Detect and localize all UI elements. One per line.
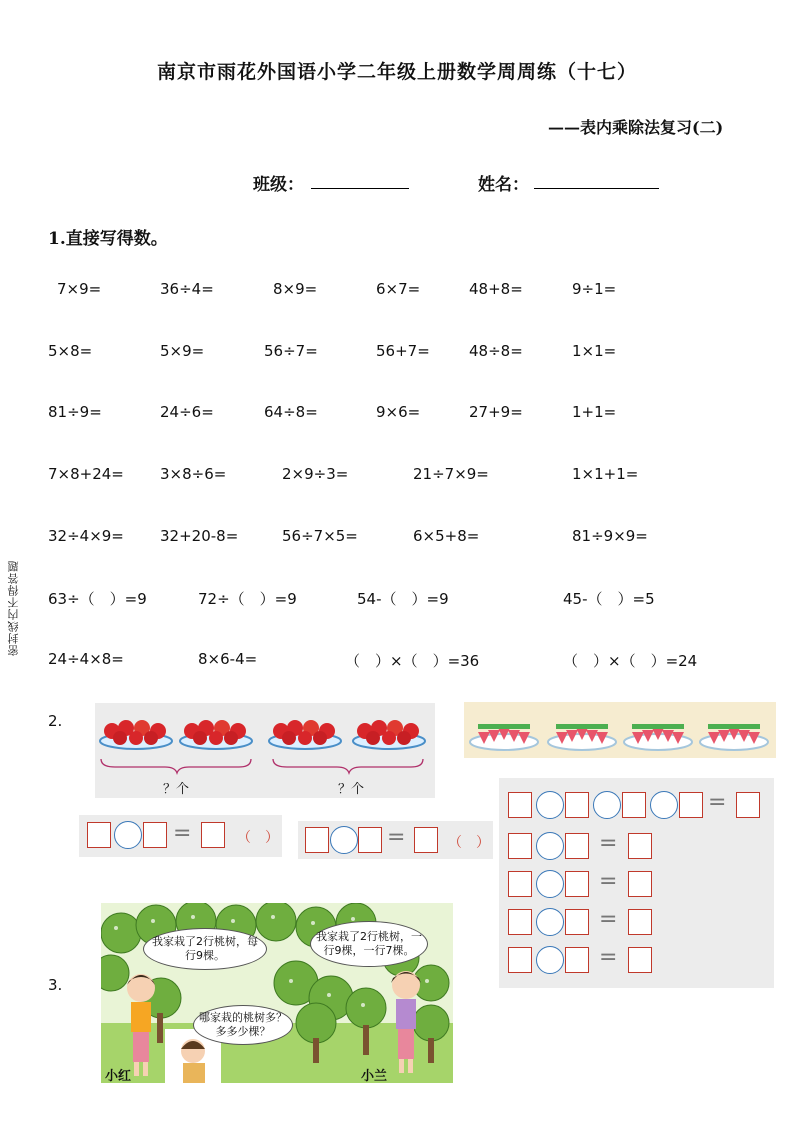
answer-box[interactable] (736, 792, 760, 818)
class-label: 班级： (253, 175, 304, 195)
equation: 2×9÷3= (282, 465, 349, 483)
equals-sign: = (387, 825, 406, 850)
equation: 45-（ ）=5 (563, 590, 655, 608)
strawberry-plates-picture (464, 702, 776, 758)
equation: 81÷9= (48, 403, 102, 421)
answer-box[interactable] (628, 833, 652, 859)
answer-box[interactable] (628, 871, 652, 897)
name-field[interactable] (534, 168, 659, 189)
apple-plate (269, 720, 341, 749)
answer-box[interactable] (565, 833, 589, 859)
seal-line-note: 密封线内不得答题 (7, 560, 20, 656)
page-subtitle: ——表内乘除法复习(二) (548, 118, 724, 137)
equation: 32+20-8= (160, 527, 239, 545)
operator-circle[interactable] (536, 870, 564, 898)
brace-label-right: ？个 (338, 782, 365, 797)
class-field[interactable] (311, 168, 409, 189)
answer-box[interactable] (628, 909, 652, 935)
answer-box[interactable] (565, 909, 589, 935)
equation: 8×9= (273, 280, 318, 298)
equation: 56÷7= (264, 342, 318, 360)
equation: （ ）×（ ）=24 (563, 652, 698, 670)
operator-circle[interactable] (114, 821, 142, 849)
speech-bubble-xiaohong: 我家栽了2行桃树，每行9棵。 (143, 928, 267, 970)
operator-circle[interactable] (330, 826, 358, 854)
answer-box[interactable] (565, 792, 589, 818)
equals-sign: = (599, 831, 618, 856)
thought-bubble-question: 哪家栽的桃树多？多多少棵？ (193, 1005, 293, 1045)
equation: 24÷6= (160, 403, 214, 421)
unit-parentheses[interactable]: （ ） (237, 830, 279, 846)
strawberry-plate (548, 724, 616, 750)
apple-plates-picture (95, 703, 435, 798)
answer-box[interactable] (565, 871, 589, 897)
answer-box[interactable] (508, 833, 532, 859)
equation: 48+8= (469, 280, 523, 298)
unit-parentheses[interactable]: （ ） (448, 835, 490, 851)
answer-box[interactable] (508, 909, 532, 935)
equation: 27+9= (469, 403, 523, 421)
operator-circle[interactable] (536, 791, 564, 819)
equation: 1+1= (572, 403, 617, 421)
answer-box[interactable] (358, 827, 382, 853)
equals-sign: = (599, 907, 618, 932)
question-2-number: 2. (48, 712, 63, 730)
answer-box[interactable] (414, 827, 438, 853)
answer-box[interactable] (508, 871, 532, 897)
equals-sign: = (173, 821, 192, 846)
answer-box[interactable] (622, 792, 646, 818)
name-xiaolan: 小兰 (361, 1069, 388, 1083)
name-label: 姓名： (478, 175, 529, 195)
equation: 64÷8= (264, 403, 318, 421)
answer-box[interactable] (508, 792, 532, 818)
answer-panel-right (499, 778, 774, 988)
equation: 54-（ ）=9 (357, 590, 449, 608)
equation: 21÷7×9= (413, 465, 489, 483)
operator-circle[interactable] (536, 908, 564, 936)
equation: 9÷1= (572, 280, 617, 298)
equation: 9×6= (376, 403, 421, 421)
equals-sign: = (599, 945, 618, 970)
equation: 48÷8= (469, 342, 523, 360)
strawberry-plate (624, 724, 692, 750)
equation: 1×1= (572, 342, 617, 360)
equation: 1×1+1= (572, 465, 639, 483)
operator-circle[interactable] (536, 832, 564, 860)
name-xiaohong: 小红 (105, 1069, 132, 1083)
operator-circle[interactable] (593, 791, 621, 819)
equation: 6×7= (376, 280, 421, 298)
apple-plate (100, 720, 172, 749)
apple-plate (353, 720, 425, 749)
answer-template-left (79, 815, 282, 857)
peach-tree-scene (101, 903, 453, 1083)
equation: 5×8= (48, 342, 93, 360)
equation: 5×9= (160, 342, 205, 360)
operator-circle[interactable] (650, 791, 678, 819)
answer-box[interactable] (305, 827, 329, 853)
strawberry-plate (700, 724, 768, 750)
answer-box[interactable] (87, 822, 111, 848)
equation: 7×9= (57, 280, 102, 298)
strawberry-plate (470, 724, 538, 750)
brace-label-left: ？个 (163, 782, 190, 797)
equation: 72÷（ ）=9 (198, 590, 297, 608)
question-3-number: 3. (48, 976, 63, 994)
page-title: 南京市雨花外国语小学二年级上册数学周周练（十七） (156, 61, 637, 83)
section-1-heading: 1.直接写得数。 (48, 229, 168, 249)
equation: 6×5+8= (413, 527, 480, 545)
answer-template-middle (298, 821, 493, 859)
answer-box[interactable] (679, 792, 703, 818)
equation: 56÷7×5= (282, 527, 358, 545)
equation: 32÷4×9= (48, 527, 124, 545)
equals-sign: = (599, 869, 618, 894)
answer-box[interactable] (565, 947, 589, 973)
speech-bubble-xiaolan: 我家栽了2行桃树，一行9棵，一行7棵。 (310, 921, 428, 967)
apple-plate (180, 720, 252, 749)
equation: 56+7= (376, 342, 430, 360)
answer-box[interactable] (508, 947, 532, 973)
equation: 24÷4×8= (48, 650, 124, 668)
answer-box[interactable] (628, 947, 652, 973)
equation: 36÷4= (160, 280, 214, 298)
equation: 7×8+24= (48, 465, 124, 483)
equation: 3×8÷6= (160, 465, 227, 483)
equation: 8×6-4= (198, 650, 258, 668)
strawberry-plates-illustration (464, 702, 776, 758)
equals-sign: = (708, 790, 727, 815)
equation: 63÷（ ）=9 (48, 590, 147, 608)
operator-circle[interactable] (536, 946, 564, 974)
answer-box[interactable] (201, 822, 225, 848)
equation: 81÷9×9= (572, 527, 648, 545)
equation: （ ）×（ ）=36 (345, 652, 480, 670)
answer-box[interactable] (143, 822, 167, 848)
apple-plates-illustration (95, 703, 435, 798)
